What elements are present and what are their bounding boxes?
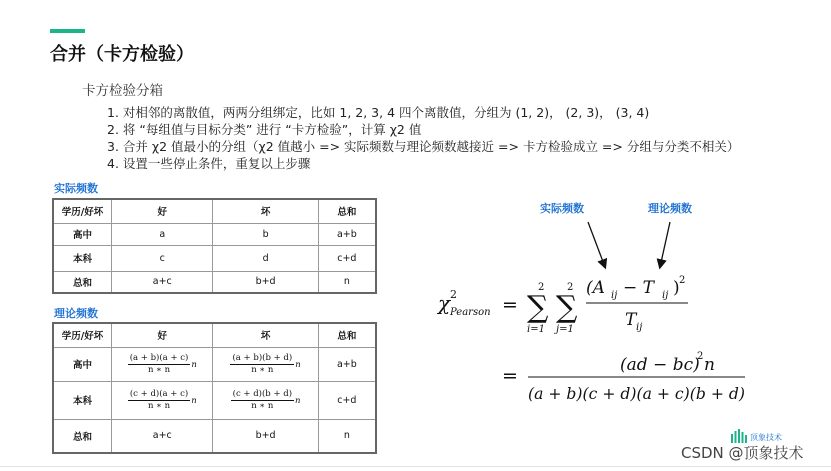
table-row-header: 总和 xyxy=(53,271,112,293)
fraction-expression xyxy=(128,389,197,412)
chi-subscript: Pearson xyxy=(450,307,491,318)
table-cell: c xyxy=(112,245,213,271)
table-cell: a+c xyxy=(112,419,213,453)
table-row xyxy=(53,271,376,293)
fraction-denominator: n ∗ n xyxy=(147,365,171,375)
table-row-header: 高中 xyxy=(53,347,112,381)
fraction-observed-minus-expected xyxy=(586,275,688,333)
table-row xyxy=(53,245,376,271)
table-row-header: 本科 xyxy=(53,245,112,271)
frac1-num-sub: ij xyxy=(611,290,618,301)
fraction-multiplier: n xyxy=(191,359,197,370)
annotation-arrow-actual xyxy=(588,222,605,267)
table-row xyxy=(53,347,376,381)
table-cell: b+d xyxy=(213,419,318,453)
fraction-expression xyxy=(230,353,300,376)
sum-upper-limit: 2 xyxy=(538,282,545,293)
table-cell xyxy=(112,347,213,381)
frac1-num-end: ) xyxy=(673,278,680,298)
footer-divider xyxy=(0,466,831,467)
table-header-cell: 总和 xyxy=(318,323,376,347)
table-cell: b+d xyxy=(213,271,318,293)
fraction-multiplier: n xyxy=(295,359,301,370)
table-cell: d xyxy=(213,245,318,271)
table-row-header: 总和 xyxy=(53,419,112,453)
table-cell: b xyxy=(213,223,318,245)
table-cell xyxy=(213,381,318,419)
table-row-header: 本科 xyxy=(53,381,112,419)
theory-table-label: 理论频数 xyxy=(54,307,98,320)
chi-square-formula xyxy=(420,190,820,410)
fraction-multiplier: n xyxy=(295,395,301,406)
frac1-num-mid: − T xyxy=(623,278,654,298)
slide-title: 合并（卡方检验） xyxy=(50,44,194,65)
frac1-den-sub: ij xyxy=(636,322,643,333)
theory-frequency-table xyxy=(52,322,377,454)
frac2-num-sup: 2 xyxy=(697,351,704,362)
table-cell: a xyxy=(112,223,213,245)
table-cell: a+b xyxy=(318,347,376,381)
table-header-cell: 学历/好坏 xyxy=(53,199,112,223)
actual-frequency-table xyxy=(52,198,377,294)
table-row xyxy=(53,223,376,245)
step-item: 4. 设置一些停止条件，重复以上步骤 xyxy=(107,156,311,171)
frac2-den: (a + b)(c + d)(a + c)(b + d) xyxy=(528,384,745,403)
frac1-num-sup: 2 xyxy=(679,275,686,286)
actual-table-label: 实际频数 xyxy=(54,182,98,195)
fraction-numerator: (a + b)(a + c) xyxy=(129,353,189,363)
table-header-cell: 好 xyxy=(112,199,213,223)
table-cell: c+d xyxy=(318,381,376,419)
fraction-numerator: (a + b)(b + d) xyxy=(232,353,293,363)
table-row-header: 高中 xyxy=(53,223,112,245)
table-header-cell: 坏 xyxy=(213,199,318,223)
table-header-row xyxy=(53,199,376,223)
fraction-numerator: (c + d)(a + c) xyxy=(129,389,189,399)
table-row xyxy=(53,419,376,453)
fraction-denominator: n ∗ n xyxy=(251,365,274,375)
frac1-den: T xyxy=(625,310,637,330)
csdn-watermark: CSDN @顶象技术 xyxy=(681,444,804,462)
frac1-num-part: (A xyxy=(586,278,605,298)
fraction-multiplier: n xyxy=(191,395,197,406)
table-header-cell: 好 xyxy=(112,323,213,347)
frac2-num-tail: n xyxy=(704,355,715,375)
table-header-cell: 学历/好坏 xyxy=(53,323,112,347)
table-cell xyxy=(112,381,213,419)
slide-subtitle: 卡方检验分箱 xyxy=(82,83,163,99)
formula-line-2 xyxy=(502,351,745,403)
annotation-actual-label: 实际频数 xyxy=(540,202,584,215)
chi-symbol: χ xyxy=(438,291,451,315)
fraction-numerator: (c + d)(b + d) xyxy=(232,389,293,399)
step-item: 3. 合并 χ2 值最小的分组（χ2 值越小 => 实际频数与理论频数越接近 => 卡方检验成立 => 分组与分类不相关） xyxy=(107,139,740,154)
table-header-cell: 总和 xyxy=(318,199,376,223)
annotation-arrow-theory xyxy=(660,222,670,267)
sum-lower-limit: j=1 xyxy=(556,324,574,335)
fraction-denominator: n ∗ n xyxy=(147,401,171,411)
sum-symbol: ∑ xyxy=(527,290,549,325)
chi-superscript: 2 xyxy=(450,288,457,301)
table-cell: n xyxy=(318,271,376,293)
table-row xyxy=(53,381,376,419)
fraction-expression xyxy=(231,389,301,412)
table-header-row xyxy=(53,323,376,347)
equals-sign: = xyxy=(502,365,518,387)
sum-lower-limit: i=1 xyxy=(527,324,545,335)
brand-logo-bars-icon xyxy=(731,429,747,443)
fraction-denominator: n ∗ n xyxy=(251,401,274,411)
table-cell: n xyxy=(318,419,376,453)
table-header-cell: 坏 xyxy=(213,323,318,347)
formula-line-1 xyxy=(436,275,688,335)
brand-logo-text: 顶象技术 xyxy=(750,433,782,442)
table-cell: a+c xyxy=(112,271,213,293)
table-cell: a+b xyxy=(318,223,376,245)
sum-symbol: ∑ xyxy=(556,290,578,325)
step-item: 1. 对相邻的离散值，两两分组绑定，比如 1, 2, 3, 4 四个离散值，分组为 (1, 2)， (2, 3)， (3, 4) xyxy=(107,105,650,120)
step-item: 2. 将 “每组值与目标分类” 进行 “卡方检验”，计算 χ2 值 xyxy=(107,122,422,137)
frac2-num: (ad − bc) xyxy=(620,355,700,375)
table-cell: c+d xyxy=(318,245,376,271)
sum-upper-limit: 2 xyxy=(567,282,574,293)
equals-sign: = xyxy=(502,294,518,316)
annotation-theory-label: 理论频数 xyxy=(648,202,692,215)
steps-list xyxy=(107,104,739,172)
fraction-expression xyxy=(128,353,197,376)
table-cell xyxy=(213,347,318,381)
title-accent-bar xyxy=(50,29,85,33)
frac1-num-sub2: ij xyxy=(662,290,669,301)
